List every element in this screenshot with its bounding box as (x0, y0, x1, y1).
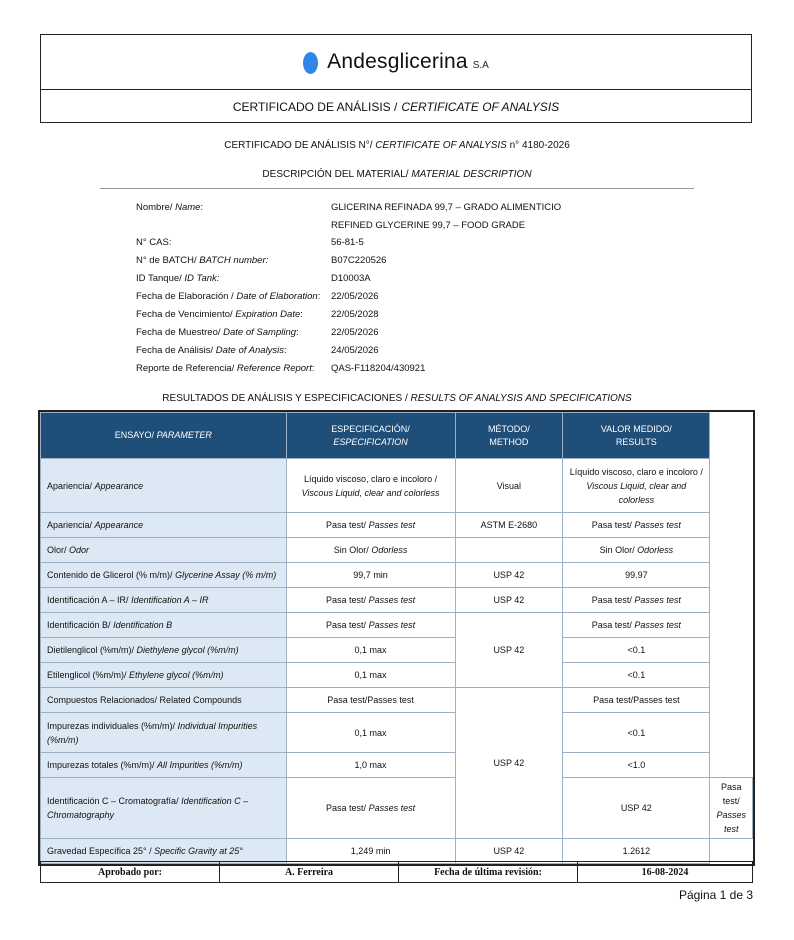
table-row (41, 613, 753, 638)
table-row (41, 538, 753, 563)
results-table (40, 412, 753, 864)
field-label: Fecha de Muestreo/ Date of Sampling: (136, 327, 299, 338)
cell-result: <1.0 (563, 753, 710, 778)
drop-logo-icon (303, 52, 318, 74)
cell-result: Pasa test/ Passes test (563, 513, 710, 538)
field-label: N° de BATCH/ BATCH number: (136, 255, 269, 266)
field-label: Nombre/ Name: (136, 202, 204, 213)
cell-result: Pasa test/ Passes test (563, 588, 710, 613)
cell-specification: Pasa test/Passes test (286, 688, 455, 713)
document-header (40, 34, 752, 123)
table-row (41, 638, 753, 663)
cell-specification: Pasa test/ Passes test (286, 588, 455, 613)
cell-specification: 0,1 max (286, 713, 455, 753)
column-header-results: VALOR MEDIDO/ RESULTS (563, 413, 710, 459)
cell-specification: 1,249 min (286, 839, 455, 864)
column-header-method: MÉTODO/ METHOD (455, 413, 563, 459)
cell-result: Líquido viscoso, claro e incoloro / Viscous Liquid, clear and colorless (563, 459, 710, 513)
table-row (41, 588, 753, 613)
certificate-number-label-en: CERTIFICATE OF ANALYSIS (375, 140, 507, 151)
cell-method: USP 42 (455, 588, 563, 613)
certificate-title-es: CERTIFICADO DE ANÁLISIS / (232, 100, 398, 114)
table-row (41, 839, 753, 864)
cell-parameter: Dietilenglicol (%m/m)/ Diethylene glycol (%m/m) (41, 638, 287, 663)
cell-parameter: Contenido de Glicerol (% m/m)/ Glycerine Assay (% m/m) (41, 563, 287, 588)
table-row (41, 688, 753, 713)
results-title-en: RESULTS OF ANALYSIS AND SPECIFICATIONS (410, 393, 632, 404)
cell-method: USP 42 (455, 839, 563, 864)
field-value: GLICERINA REFINADA 99,7 – GRADO ALIMENTICIO (331, 202, 562, 213)
field-value: 24/05/2026 (331, 345, 379, 356)
results-title-es: RESULTADOS DE ANÁLISIS Y ESPECIFICACIONES / (162, 393, 408, 404)
approval-footer (40, 861, 753, 883)
cell-specification: Pasa test/ Passes test (286, 513, 455, 538)
page-number: Página 1 de 3 (678, 888, 753, 902)
column-header-specification: ESPECIFICACIÓN/ ESPECIFICATION (286, 413, 455, 459)
cell-result: Pasa test/ Passes test (563, 613, 710, 638)
cell-parameter: Identificación A – IR/ Identification A – IR (41, 588, 287, 613)
field-value: 22/05/2028 (331, 309, 379, 320)
divider (100, 188, 694, 189)
cell-parameter: Identificación C – Cromatografía/ Identification C – Chromatography (41, 778, 287, 839)
cell-parameter: Olor/ Odor (41, 538, 287, 563)
cell-result: <0.1 (563, 663, 710, 688)
cell-result: Pasa test/Passes test (563, 688, 710, 713)
cell-parameter: Impurezas individuales (%m/m)/ Individual Impurities (%m/m) (41, 713, 287, 753)
cell-specification: Sin Olor/ Odorless (286, 538, 455, 563)
cell-specification: 1,0 max (286, 753, 455, 778)
material-description-title-en: MATERIAL DESCRIPTION (411, 169, 532, 180)
table-row (41, 753, 753, 778)
field-value: B07C220526 (331, 255, 387, 266)
field-value: D10003A (331, 273, 371, 284)
cell-result: <0.1 (563, 638, 710, 663)
company-suffix: S.A (472, 60, 489, 71)
cell-method: USP 42 (455, 613, 563, 688)
table-row (41, 563, 753, 588)
revision-date-label: Fecha de última revisión: (399, 862, 578, 882)
cell-parameter: Apariencia/ Appearance (41, 459, 287, 513)
cell-specification: 99,7 min (286, 563, 455, 588)
certificate-number-value: n° 4180-2026 (509, 140, 570, 151)
cell-method: ASTM E-2680 (455, 513, 563, 538)
field-value: 22/05/2026 (331, 291, 379, 302)
cell-parameter: Etilenglicol (%m/m)/ Ethylene glycol (%m/m) (41, 663, 287, 688)
field-label: ID Tanque/ ID Tank: (136, 273, 220, 284)
cell-specification: Líquido viscoso, claro e incoloro / Viscous Liquid, clear and colorless (286, 459, 455, 513)
cell-parameter: Impurezas totales (%m/m)/ All Impurities (%m/m) (41, 753, 287, 778)
cell-specification: Pasa test/ Passes test (286, 613, 455, 638)
cell-result: Sin Olor/ Odorless (563, 538, 710, 563)
field-label: N° CAS: (136, 237, 172, 248)
field-label: Fecha de Elaboración / Date of Elaboration: (136, 291, 321, 302)
table-row (41, 778, 753, 839)
cell-parameter: Identificación B/ Identification B (41, 613, 287, 638)
results-title (0, 393, 794, 404)
column-header-parameter: ENSAYO/ PARAMETER (41, 413, 287, 459)
material-description-title-es: DESCRIPCIÓN DEL MATERIAL/ (262, 169, 409, 180)
cell-result: 1.2612 (563, 839, 710, 864)
certificate-number-label: CERTIFICADO DE ANÁLISIS N°/ (224, 140, 373, 151)
field-value: QAS-F118204/430921 (331, 363, 426, 374)
material-description-title (0, 169, 794, 180)
company-name: Andesglicerina (327, 50, 468, 73)
field-label: Fecha de Vencimiento/ Expiration Date: (136, 309, 303, 320)
cell-specification: Pasa test/ Passes test (286, 778, 455, 839)
field-value: 22/05/2026 (331, 327, 379, 338)
revision-date-value: 16-08-2024 (641, 866, 689, 878)
cell-method: Visual (455, 459, 563, 513)
cell-specification: 0,1 max (286, 663, 455, 688)
cell-method: USP 42 (455, 563, 563, 588)
table-row (41, 663, 753, 688)
company-logo (41, 35, 751, 90)
cell-parameter: Compuestos Relacionados/ Related Compounds (41, 688, 287, 713)
certificate-title-en: CERTIFICATE OF ANALYSIS (401, 100, 560, 114)
cell-method: USP 42 (563, 778, 710, 839)
cell-parameter: Apariencia/ Appearance (41, 513, 287, 538)
field-label: Reporte de Referencia/ Reference Report: (136, 363, 315, 374)
field-value: 56-81-5 (331, 237, 364, 248)
certificate-number (0, 140, 794, 151)
cell-result: 99.97 (563, 563, 710, 588)
cell-method (455, 538, 563, 563)
field-value-en: REFINED GLYCERINE 99,7 – FOOD GRADE (331, 220, 526, 231)
table-row (41, 713, 753, 753)
table-row (41, 513, 753, 538)
cell-result: Pasa test/ Passes test (710, 778, 753, 839)
certificate-title (41, 90, 751, 124)
approved-by-value: A. Ferreira (220, 862, 399, 882)
cell-parameter: Gravedad Específica 25° / Specific Gravity at 25° (41, 839, 287, 864)
table-row (41, 459, 753, 513)
field-label: Fecha de Análisis/ Date of Analysis: (136, 345, 287, 356)
results-table-header (41, 413, 753, 459)
cell-result: <0.1 (563, 713, 710, 753)
approved-by-label: Aprobado por: (41, 862, 220, 882)
cell-method: USP 42 (455, 688, 563, 839)
cell-specification: 0,1 max (286, 638, 455, 663)
